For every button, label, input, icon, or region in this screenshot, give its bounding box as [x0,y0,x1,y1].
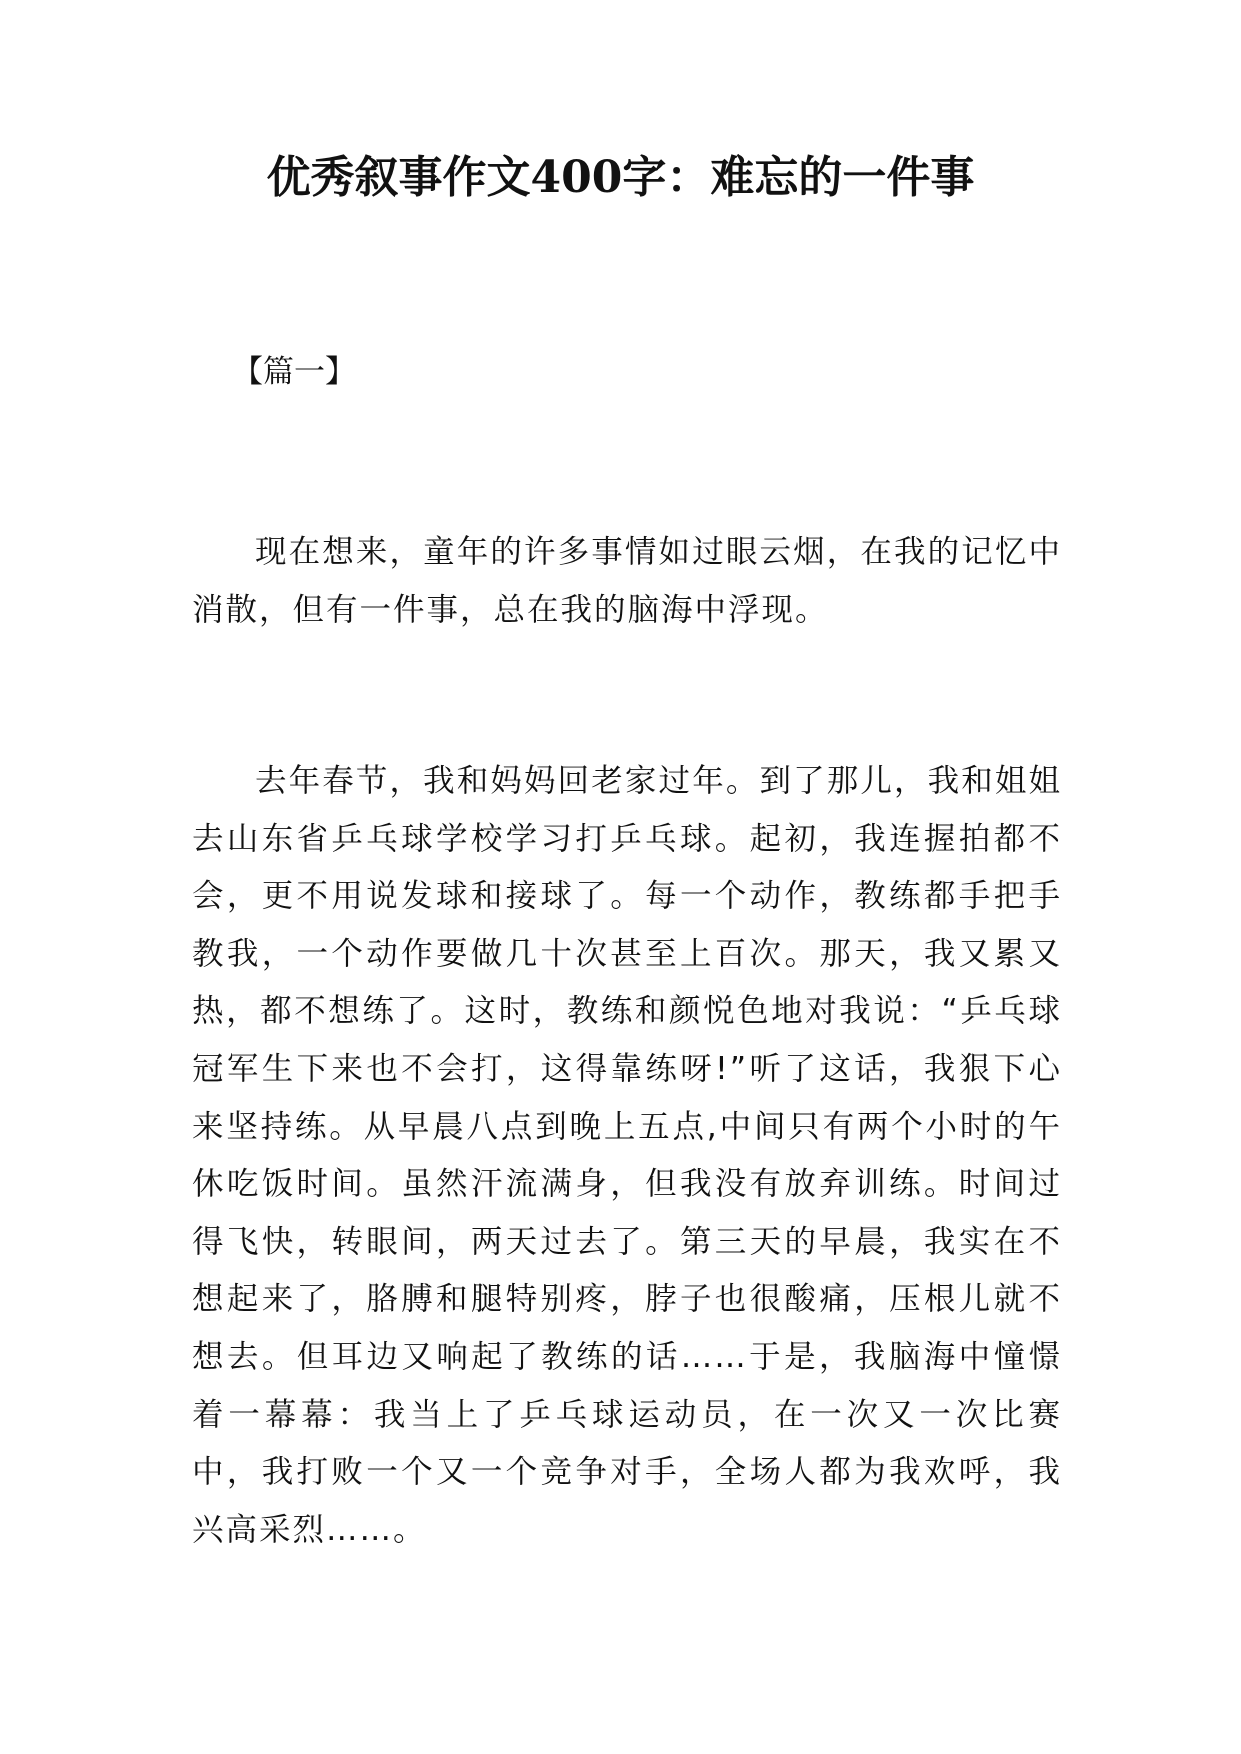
paragraph-2: 去年春节，我和妈妈回老家过年。到了那儿，我和姐姐去山东省乒乓球学校学习打乒乓球。起初，我连握拍都不会，更不用说发球和接球了。每一个动作，教练都手把手教我，一个动作要做几十次甚至上百次。那天，我又累又热，都不想练了。这时，教练和颜悦色地对我说：“乒乓球冠军生下来也不会打，这得靠练呀!”听了这话，我狠下心来坚持练。从早晨八点到晚上五点,中间只有两个小时的午休吃饭时间。虽然汗流满身，但我没有放弃训练。时间过得飞快，转眼间，两天过去了。第三天的早晨，我实在不想起来了，胳膊和腿特别疼，脖子也很酸痛，压根儿就不想去。但耳边又响起了教练的话……于是，我脑海中憧憬着一幕幕：我当上了乒乓球运动员，在一次又一次比赛中，我打败一个又一个竞争对手，全场人都为我欢呼，我兴高采烈……。 [192,763,1062,1548]
section-label: 【篇一】 [232,354,356,390]
paragraph-1: 现在想来，童年的许多事情如过眼云烟，在我的记忆中消散，但有一件事，总在我的脑海中浮现。 [192,534,1062,628]
document-title: 优秀叙事作文400字：难忘的一件事 [266,152,975,203]
